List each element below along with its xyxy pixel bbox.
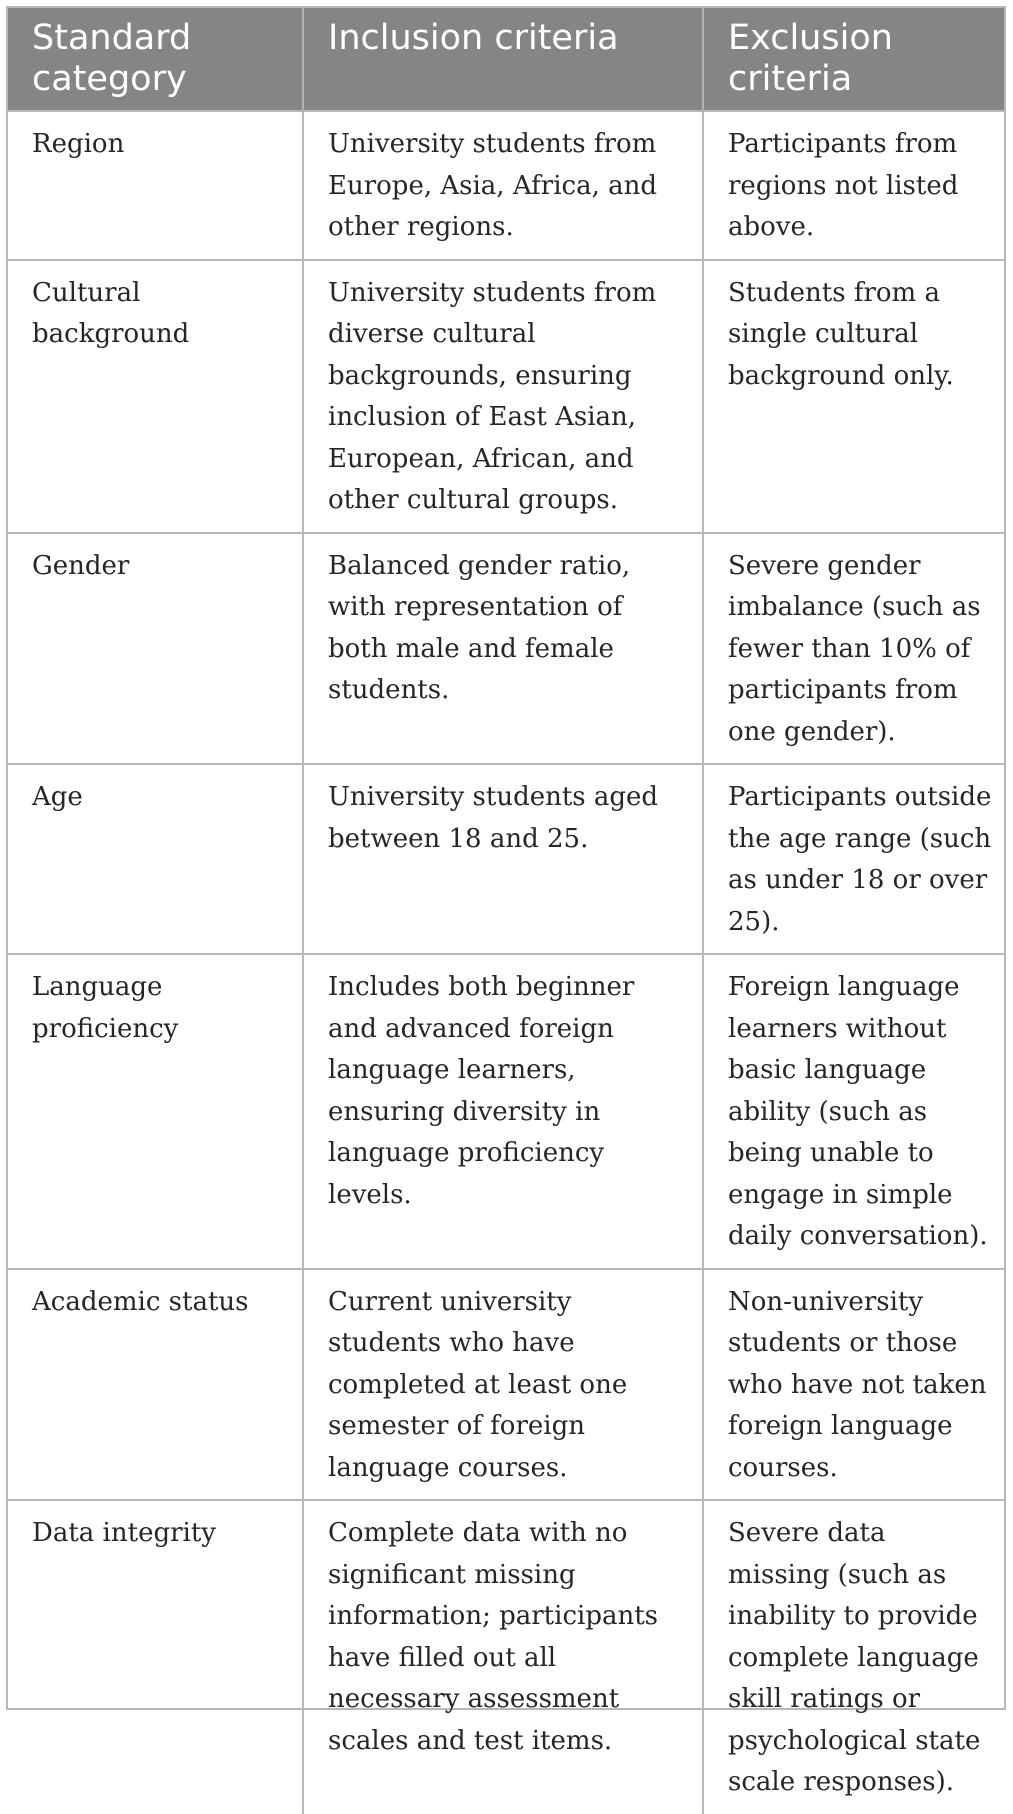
table-row [8,111,1004,260]
table-row [8,260,1004,533]
header-standard-category: Standard category [8,8,303,111]
table-header-row [8,8,1004,111]
header-exclusion-criteria: Exclusion criteria [703,8,1004,111]
cell-inclusion: Current university students who have completed at least one semester of foreign language courses. [303,1269,703,1501]
cell-exclusion: Severe gender imbalance (such as fewer than 10% of participants from one gender). [703,533,1004,765]
cell-category: Region [8,111,303,260]
cell-category: Language proficiency [8,954,303,1269]
table-row [8,1500,1004,1814]
cell-inclusion: Complete data with no significant missing information; participants have filled out all necessary assessment scales and test items. [303,1500,703,1814]
cell-exclusion: Participants from regions not listed above. [703,111,1004,260]
table-row [8,1269,1004,1501]
cell-category: Academic status [8,1269,303,1501]
cell-inclusion: Balanced gender ratio, with representation of both male and female students. [303,533,703,765]
cell-category: Data integrity [8,1500,303,1814]
cell-inclusion: Includes both beginner and advanced foreign language learners, ensuring diversity in language proficiency levels. [303,954,703,1269]
criteria-table [8,8,1004,1814]
cell-exclusion: Foreign language learners without basic language ability (such as being unable to engage in simple daily conversation). [703,954,1004,1269]
cell-inclusion: University students from diverse cultural backgrounds, ensuring inclusion of East Asian, European, African, and other cultural groups. [303,260,703,533]
table-row [8,533,1004,765]
cell-category: Age [8,764,303,954]
cell-category: Cultural background [8,260,303,533]
table-row [8,954,1004,1269]
cell-category: Gender [8,533,303,765]
header-inclusion-criteria: Inclusion criteria [303,8,703,111]
cell-inclusion: University students from Europe, Asia, Africa, and other regions. [303,111,703,260]
cell-exclusion: Participants outside the age range (such as under 18 or over 25). [703,764,1004,954]
criteria-table-container [6,6,1006,1797]
cell-inclusion: University students aged between 18 and 25. [303,764,703,954]
table-row [8,764,1004,954]
cell-exclusion: Non-university students or those who have not taken foreign language courses. [703,1269,1004,1501]
cell-exclusion: Severe data missing (such as inability to provide complete language skill ratings or psychological state scale responses). [703,1500,1004,1814]
cell-exclusion: Students from a single cultural background only. [703,260,1004,533]
